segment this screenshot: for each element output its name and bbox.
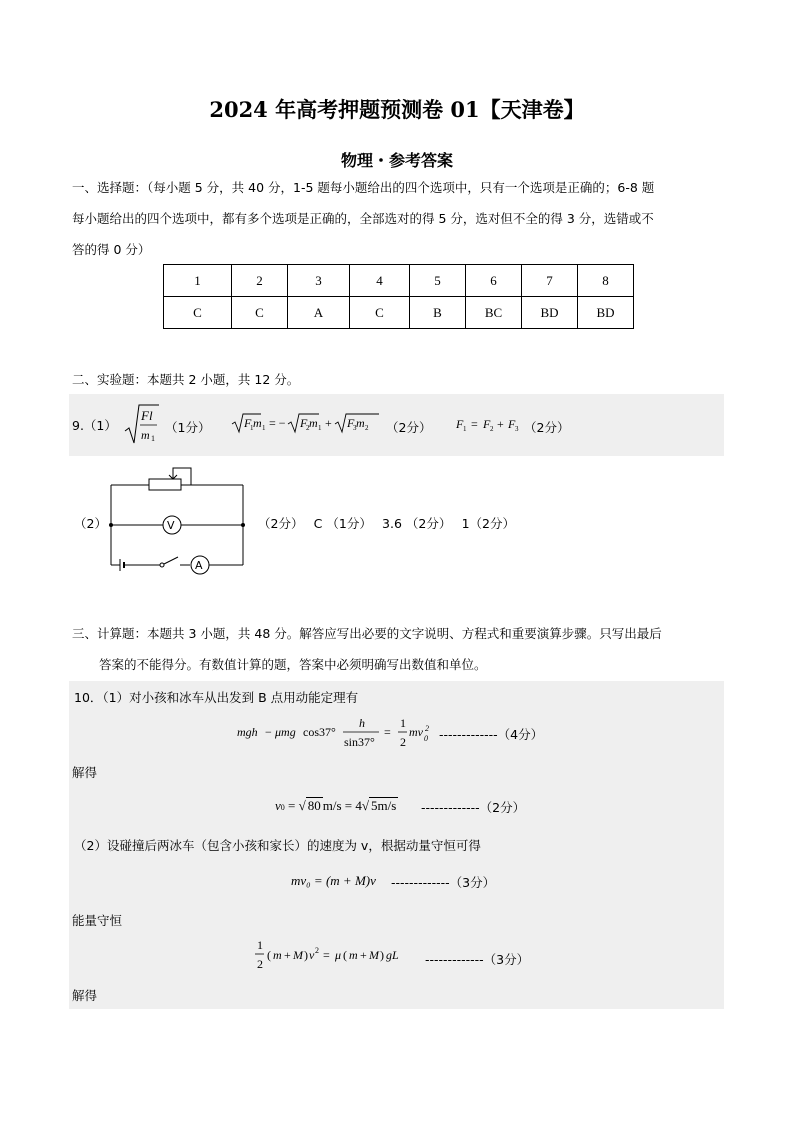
section-choice-instructions <box>72 172 722 265</box>
eq2-score: -------------（2分） <box>421 800 526 815</box>
equation-momentum: mv₀ = (m + M)v <box>291 873 376 888</box>
svg-text:3: 3 <box>515 425 519 433</box>
q9-score3: （2分） <box>524 420 570 435</box>
svg-text:F: F <box>508 417 516 431</box>
table-cell: 5 <box>410 265 466 297</box>
eq3-score: -------------（3分） <box>391 875 496 890</box>
table-row-answers <box>164 297 634 329</box>
table-cell: 6 <box>466 265 522 297</box>
svg-text:1: 1 <box>262 424 266 432</box>
section2-heading: 二、实验题：本题共 2 小题，共 12 分。 <box>72 372 300 387</box>
svg-text:F: F <box>483 417 491 431</box>
svg-text:m: m <box>253 416 262 430</box>
svg-text:M: M <box>369 948 379 962</box>
svg-text:(: ( <box>267 948 271 962</box>
svg-text:1: 1 <box>250 424 254 432</box>
svg-text:Fl: Fl <box>141 408 153 423</box>
svg-text:−: − <box>265 725 272 739</box>
svg-text:2: 2 <box>306 424 310 432</box>
solve2-label: 解得 <box>72 988 98 1003</box>
table-cell: A <box>288 297 350 329</box>
table-cell: 2 <box>232 265 288 297</box>
svg-text:2: 2 <box>490 425 494 433</box>
section1-line3: 答的得 0 分） <box>72 242 151 257</box>
q9-score1: （1分） <box>165 420 211 435</box>
table-cell: C <box>350 297 410 329</box>
svg-text:=: = <box>323 948 330 962</box>
svg-text:F: F <box>347 416 355 430</box>
svg-text:=: = <box>471 417 478 431</box>
svg-text:1: 1 <box>400 716 406 730</box>
svg-text:m: m <box>273 948 282 962</box>
svg-text:3: 3 <box>353 424 357 432</box>
svg-text:+: + <box>360 948 367 962</box>
svg-text:F: F <box>300 416 308 430</box>
svg-text:mgh: mgh <box>237 725 258 739</box>
q10-intro: 10．（1）对小孩和冰车从出发到 B 点用动能定理有 <box>74 690 359 705</box>
svg-text:m: m <box>349 948 358 962</box>
equation-v0: v0 = √ 80 m/s = 4√ 5m/s <box>275 798 397 813</box>
svg-text:μ: μ <box>335 948 342 962</box>
q10-solution-block: 10．（1）对小孩和冰车从出发到 B 点用动能定理有 mgh − μmg cos37° h sin37° = 1 2 mv $^2$0 -------------（4分） 解得 v0 = √ 80 m/s = 4√ 5m/s -------------（2分） （2）设碰撞后两冰车（包含小孩和家长）的速度为 v，根据动量守恒可得 mv₀ = (m + M)v -------------（3分） 能量守恒 1 2 ( m + M ) v 2 = μ ( m + M ) gL -------------（3分） 解得 <box>69 681 724 1009</box>
energy-label: 能量守恒 <box>72 913 123 928</box>
table-cell: BC <box>466 297 522 329</box>
svg-text:+: + <box>497 417 504 431</box>
svg-text:+: + <box>284 948 291 962</box>
svg-text:): ) <box>304 948 308 962</box>
q9-part2-label: （2） <box>74 516 107 531</box>
q9-score2: （2分） <box>386 420 432 435</box>
section3-line1: 三、计算题：本题共 3 小题，共 48 分。解答应写出必要的文字说明、方程式和重要演算步骤。只写出最后 <box>72 626 662 641</box>
svg-text:1: 1 <box>151 434 155 443</box>
table-row-numbers <box>164 265 634 297</box>
svg-text:): ) <box>380 948 384 962</box>
svg-text:v: v <box>309 948 315 962</box>
page-title: 2024 年高考押题预测卷 01【天津卷】 <box>209 97 585 122</box>
svg-text:gL: gL <box>386 948 399 962</box>
svg-text:m: m <box>141 428 150 442</box>
svg-text:F: F <box>456 417 464 431</box>
svg-text:m: m <box>356 416 365 430</box>
svg-text:cos37°: cos37° <box>303 725 336 739</box>
eq1-score: -------------（4分） <box>439 727 544 742</box>
table-cell: BD <box>578 297 634 329</box>
eq4-score: -------------（3分） <box>425 952 530 967</box>
table-cell: 3 <box>288 265 350 297</box>
table-cell: 7 <box>522 265 578 297</box>
svg-text:h: h <box>359 716 365 730</box>
section3-heading <box>72 618 722 680</box>
formula-sqrt-fl-m1 <box>123 401 159 447</box>
svg-text:2: 2 <box>400 735 406 749</box>
svg-text:1: 1 <box>463 425 467 433</box>
q9-label: 9.（1） <box>72 418 117 433</box>
q9-part2-answers: （2分） C （1分） 3.6 （2分） 1（2分） <box>258 516 515 531</box>
svg-text:μmg: μmg <box>275 725 296 739</box>
solve1-label: 解得 <box>72 765 98 780</box>
section3-line2: 答案的不能得分。有数值计算的题，答案中必须明确写出数值和单位。 <box>99 657 487 672</box>
page-subtitle: 物理・参考答案 <box>340 151 453 170</box>
svg-text:2: 2 <box>257 957 263 971</box>
svg-text:2: 2 <box>315 946 319 955</box>
table-cell: 8 <box>578 265 634 297</box>
svg-text:F: F <box>244 416 252 430</box>
eq2-unit: 5m/s <box>371 798 397 813</box>
svg-text:1: 1 <box>318 424 322 432</box>
q10-part2-text: （2）设碰撞后两冰车（包含小孩和家长）的速度为 v，根据动量守恒可得 <box>74 838 481 853</box>
section1-line2: 每小题给出的四个选项中，都有多个选项是正确的，全部选对的得 5 分，选对但不全的得 3 分，选错或不 <box>72 211 654 226</box>
table-cell: 4 <box>350 265 410 297</box>
voltmeter-label: V <box>167 519 175 532</box>
eq2-text: m/s = 4 <box>322 798 362 813</box>
table-cell: B <box>410 297 466 329</box>
equation-energy <box>255 937 435 975</box>
circuit-diagram <box>105 462 250 577</box>
table-cell: C <box>232 297 288 329</box>
svg-text:(: ( <box>343 948 347 962</box>
table-cell: 1 <box>164 265 232 297</box>
svg-text:1: 1 <box>257 938 263 952</box>
section1-line1: 一、选择题：（每小题 5 分，共 40 分，1-5 题每小题给出的四个选项中，只有一个选项是正确的；6-8 题 <box>72 180 655 195</box>
svg-text:+: + <box>325 416 332 430</box>
svg-text:2: 2 <box>365 424 369 432</box>
formula-momentum <box>231 410 381 438</box>
q9-part1-row <box>69 394 724 456</box>
equation-work-energy <box>237 713 423 753</box>
svg-text:=: = <box>384 725 391 739</box>
svg-text:m: m <box>309 416 318 430</box>
svg-text:M: M <box>293 948 303 962</box>
ammeter-label: A <box>195 559 203 572</box>
svg-text:mv: mv <box>409 725 423 739</box>
svg-text:= −: = − <box>269 416 286 430</box>
table-cell: BD <box>522 297 578 329</box>
answer-table <box>163 264 634 329</box>
table-cell: C <box>164 297 232 329</box>
svg-text:sin37°: sin37° <box>344 735 375 749</box>
